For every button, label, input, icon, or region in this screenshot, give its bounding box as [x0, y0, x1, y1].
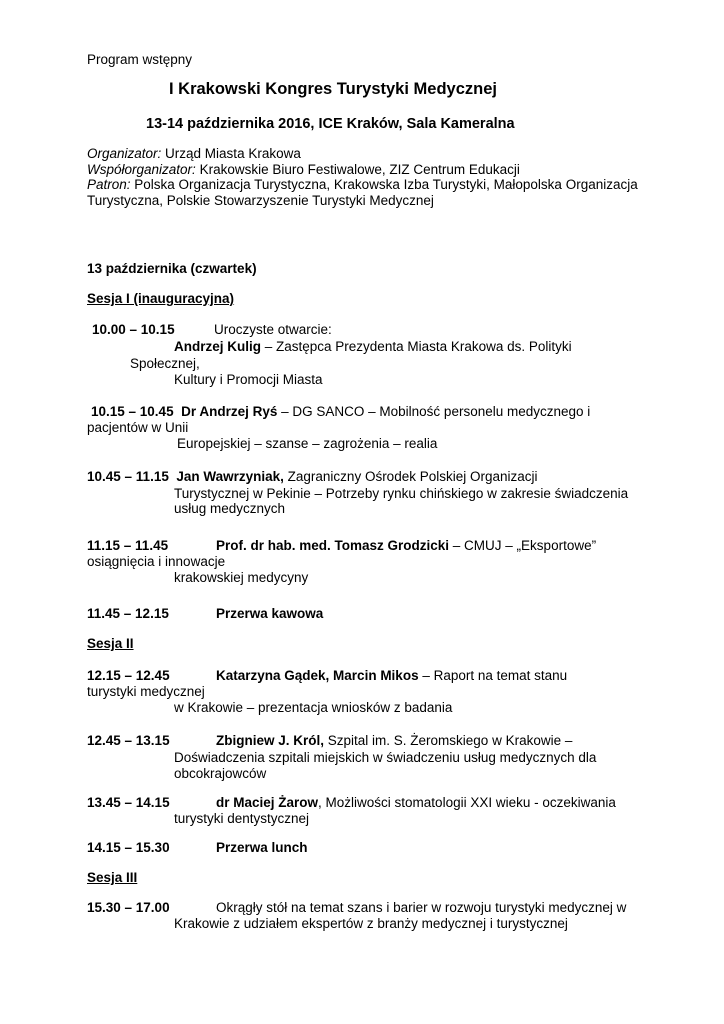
patron-line: [87, 177, 638, 193]
item-6-time: 12.15 – 12.45: [87, 668, 170, 683]
item-4-desc-3: krakowskiej medycyny: [174, 570, 309, 585]
item-8-desc-2: turystyki dentystycznej: [174, 811, 310, 826]
coorganizer-value: Krakowskie Biuro Festiwalowe, ZIZ Centrum Edukacji: [195, 162, 520, 177]
agenda-item-4-speaker-line: [216, 538, 596, 554]
organizer-label: Organizator:: [87, 146, 162, 161]
item-10-desc-1: Okrągły stół na temat szans i barier w rozwoju turystyki medycznej w: [216, 900, 627, 915]
item-2-time: 10.15 – 10.45: [91, 404, 174, 419]
item-3-time: 10.45 – 11.15: [87, 469, 169, 484]
item-2-desc-1: – DG SANCO – Mobilność personelu medycznego i: [277, 404, 591, 419]
item-5-title: Przerwa kawowa: [216, 606, 324, 621]
patron-label: Patron:: [87, 177, 131, 192]
item-8-desc-1: , Możliwości stomatologii XXI wieku - oczekiwania: [318, 795, 616, 810]
item-3-desc-1: Zagraniczny Ośrodek Polskiej Organizacji: [283, 469, 538, 484]
session-1-heading: Sesja I (inauguracyjna): [87, 291, 235, 306]
coorganizer-line: [87, 162, 520, 178]
item-6-desc-2: turystyki medycznej: [87, 684, 205, 699]
item-10-time: 15.30 – 17.00: [87, 900, 170, 915]
item-7-desc-2: Doświadczenia szpitali miejskich w świadczeniu usług medycznych dla: [174, 750, 597, 765]
item-1-desc-1: – Zastępca Prezydenta Miasta Krakowa ds. Polityki: [261, 339, 572, 354]
item-7-desc-3: obcokrajowców: [174, 766, 267, 781]
item-6-desc-3: w Krakowie – prezentacja wniosków z badania: [174, 700, 453, 715]
agenda-item-3-line1: [87, 469, 538, 485]
agenda-item-1-line2: [174, 339, 572, 355]
item-7-speaker: Zbigniew J. Król,: [216, 733, 325, 748]
organizer-line: [87, 146, 301, 162]
item-6-desc-1: – Raport na temat stanu: [418, 668, 568, 683]
agenda-item-2-line1: [91, 404, 590, 420]
agenda-item-1-line1: [92, 322, 175, 338]
agenda-item-7-speaker-line: [216, 733, 572, 749]
item-10-desc-2: Krakowie z udziałem ekspertów z branży medycznej i turystycznej: [174, 916, 568, 931]
organizer-value: Urząd Miasta Krakowa: [161, 146, 301, 161]
item-4-time: 11.15 – 11.45: [87, 538, 169, 553]
item-6-speaker: Katarzyna Gądek, Marcin Mikos: [216, 668, 419, 683]
item-2-speaker: Dr Andrzej Ryś: [181, 404, 278, 419]
agenda-item-4-line1: [87, 538, 168, 554]
item-2-desc-3: Europejskiej – szanse – zagrożenia – realia: [177, 436, 438, 451]
item-1-desc-3: Kultury i Promocji Miasta: [174, 372, 323, 387]
patron-value-2: Turystyczna, Polskie Stowarzyszenie Turystyki Medycznej: [87, 193, 434, 208]
item-7-time: 12.45 – 13.15: [87, 733, 170, 748]
patron-value: Polska Organizacja Turystyczna, Krakowska Izba Turystyki, Małopolska Organizacja: [130, 177, 638, 192]
item-4-speaker: Prof. dr hab. med. Tomasz Grodzicki: [216, 538, 450, 553]
agenda-item-8-speaker-line: [216, 795, 616, 811]
page-subtitle: 13-14 października 2016, ICE Kraków, Sala Kameralna: [146, 116, 515, 132]
item-2-desc-2: pacjentów w Unii: [87, 420, 189, 435]
program-label: Program wstępny: [87, 52, 193, 67]
day-heading: 13 października (czwartek): [87, 261, 257, 276]
item-1-intro: Uroczyste otwarcie:: [214, 322, 332, 337]
item-3-desc-2: Turystycznej w Pekinie – Potrzeby rynku chińskiego w zakresie świadczenia: [174, 486, 629, 501]
item-8-time: 13.45 – 14.15: [87, 795, 170, 810]
item-3-speaker: Jan Wawrzyniak,: [176, 469, 284, 484]
session-3-heading: Sesja III: [87, 870, 138, 885]
item-4-desc-2: osiągnięcia i innowacje: [87, 554, 226, 569]
page-title: I Krakowski Kongres Turystyki Medycznej: [169, 80, 497, 98]
session-2-heading: Sesja II: [87, 636, 134, 651]
item-7-desc-1: Szpital im. S. Żeromskiego w Krakowie –: [324, 733, 573, 748]
item-8-speaker: dr Maciej Żarow: [216, 795, 319, 810]
item-9-title: Przerwa lunch: [216, 840, 308, 855]
item-1-speaker: Andrzej Kulig: [174, 339, 261, 354]
coorganizer-label: Współorganizator:: [87, 162, 196, 177]
item-9-time: 14.15 – 15.30: [87, 840, 170, 855]
item-1-desc-2: Społecznej,: [130, 356, 200, 371]
agenda-item-6-speaker-line: [216, 668, 567, 684]
item-5-time: 11.45 – 12.15: [87, 606, 169, 621]
item-3-desc-3: usług medycznych: [174, 501, 286, 516]
item-4-desc-1: – CMUJ – „Eksportowe”: [449, 538, 597, 553]
item-1-time: 10.00 – 10.15: [92, 322, 175, 337]
